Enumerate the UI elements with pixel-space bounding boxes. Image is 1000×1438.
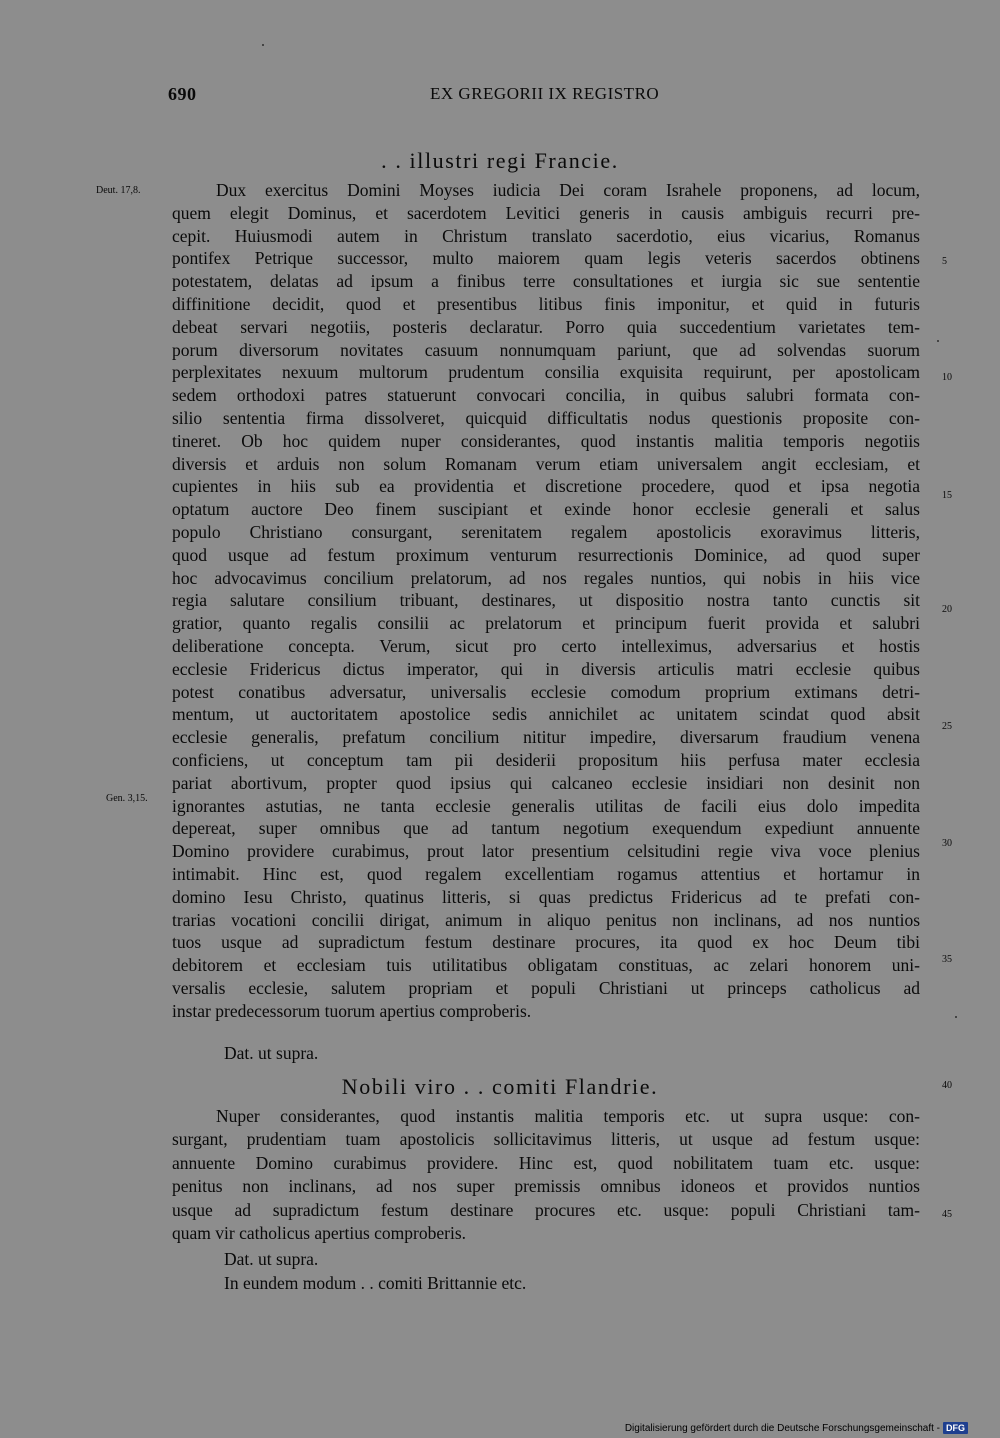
letter1-line: mentum, ut auctoritatem apostolice sedis annichilet ac unitatem scindat quod absit xyxy=(172,704,920,725)
page-header xyxy=(168,84,920,106)
line-number: 10 xyxy=(942,372,952,383)
line-number: 5 xyxy=(942,256,947,267)
letter1-line: perplexitates nexuum multorum prudentum consilia exquisita requirunt, per apostolicam xyxy=(172,362,920,383)
letter1-line: pontifex Petrique successor, multo maiorem quam legis veteris sacerdos obtinens xyxy=(172,248,920,269)
letter1-line: tuos usque ad supradictum festum destinare procures, ita quod ex hoc Deum tibi xyxy=(172,932,920,953)
scan-speck xyxy=(937,340,939,342)
letter1-line: ecclesie generalis, prefatum concilium nititur impedire, diversarum fraudium venena xyxy=(172,727,920,748)
letter1-line: populo Christiano consurgant, serenitatem regalem apostolicis exoravimus litteris, xyxy=(172,522,920,542)
letter1-line: cupientes in hiis sub ea providentia et discretione procedere, quod et ipsa negotia xyxy=(172,476,920,497)
line-number: 25 xyxy=(942,721,952,732)
scan-speck xyxy=(262,44,264,46)
letter1-line: tineret. Ob hoc quidem nuper considerantes, quod instantis malitia temporis negotiis xyxy=(172,430,920,451)
letter1-line: hoc advocavimus concilium prelatorum, ad nos regales nuntios, qui nobis in hiis vice xyxy=(172,567,920,588)
letter1-line: intimabit. Hinc est, quod regalem excellentiam rogamus attentius et hortamur in xyxy=(172,864,920,884)
dfg-logo: DFG xyxy=(943,1422,968,1434)
letter1-line: instar predecessorum tuorum apertius comproberis. xyxy=(172,1000,532,1021)
letter1-line: debeat servari negotiis, posteris declaratur. Porro quia succedentium varietates tem- xyxy=(172,316,920,337)
letter1-line: quod usque ad festum proximum venturum resurrectionis Dominice, ad quod super xyxy=(172,544,920,565)
letter1-line: cepit. Huiusmodi autem in Christum translato sacerdotio, eius vicarius, Romanus xyxy=(172,225,920,246)
letter1-line: porum diversorum novitates casuum nonnumquam pariunt, que ad solvendas suorum xyxy=(172,339,920,360)
line-number: 35 xyxy=(942,954,952,965)
letter1-line: versalis ecclesie, salutem propriam et populi Christiani ut princeps catholicus ad xyxy=(172,978,920,998)
letter1-line: silio sententia firma dissolveret, quicquid difficultatis nodus questionis proposite con- xyxy=(172,408,920,428)
page-number: 690 xyxy=(168,84,197,104)
running-title: EX GREGORII IX REGISTRO xyxy=(430,84,660,103)
letter1-dat: Dat. ut supra. xyxy=(224,1043,319,1063)
footer-text: Digitalisierung gefördert durch die Deutsche Forschungsgemeinschaft - xyxy=(624,1422,940,1434)
letter2-heading: Nobili viro . . comiti Flandrie. xyxy=(341,1074,659,1099)
letter1-line: diversis et arduis non solum Romanam verum etiam universalem angit ecclesiam, et xyxy=(172,453,920,474)
letter1-line: regia salutare consilium tribuant, destinares, ut dispositio nostra tanto cunctis sit xyxy=(172,590,920,611)
letter1-line: depereat, super omnibus que ad tantum negotium exequendum expediunt annuente xyxy=(172,818,920,839)
letter1-line: sedem orthodoxi patres statuerunt convocari concilia, in quibus salubri formata con- xyxy=(172,385,920,406)
letter2-final-line: In eundem modum . . comiti Brittannie etc. xyxy=(224,1273,527,1293)
letter2-dat: Dat. ut supra. xyxy=(224,1249,319,1269)
letter1-line: deliberatione concepta. Verum, sicut pro certo intelleximus, adversarius et hostis xyxy=(172,636,920,656)
letter1-line: pariat abortivum, propter quod ipsius qui calcaneo ecclesie insidiari non desinit non xyxy=(172,772,920,793)
letter1-line: Dux exercitus Domini Moyses iudicia Dei coram Israhele proponens, ad locum, xyxy=(216,180,920,200)
line-number: 45 xyxy=(942,1209,952,1220)
letter1-line: trarias vocationi concilii dirigat, animum in aliquo penitus non inclinans, ad nos nuntios xyxy=(172,909,920,930)
line-number: 20 xyxy=(942,604,952,615)
letter1-line: quem elegit Dominus, et sacerdotem Levitici generis in causis ambiguis recurri pre- xyxy=(172,202,920,223)
line-number: 15 xyxy=(942,490,952,501)
letter1-line: potest conatibus adversatur, universalis ecclesie comodum proprium extimans detri- xyxy=(172,681,920,702)
letter1-line: conficiens, ut conceptum tam pii desiderii propositum hiis perfusa mater ecclesia xyxy=(172,750,920,770)
letter1-line: diffinitione decidit, quod et presentibus litibus finis imponitur, et quid in futuris xyxy=(172,294,920,314)
letter1-line: domino Iesu Christo, quatinus litteris, si quas predictus Fridericus ad te prefati con- xyxy=(172,886,920,907)
letter2-line: quam vir catholicus apertius comproberis. xyxy=(172,1223,467,1243)
letter1-heading: . . illustri regi Francie. xyxy=(381,148,619,173)
letter1-line: Domino providere curabimus, prout lator presentium celsitudini regie viva voce plenius xyxy=(172,841,920,862)
line-number: 30 xyxy=(942,838,952,849)
line-number: 40 xyxy=(942,1080,952,1091)
letter2-line: usque ad supradictum festum destinare procures etc. usque: populi Christiani tam- xyxy=(172,1199,920,1220)
letter2-line: penitus non inclinans, ad nos super premissis omnibus idoneos et providos nuntios xyxy=(172,1176,920,1197)
letter1-line: ignorantes astutias, ne tanta ecclesie generalis utilitas de facili eius dolo impedita xyxy=(172,795,920,816)
letter2-line: Nuper considerantes, quod instantis malitia temporis etc. ut supra usque: con- xyxy=(216,1106,920,1126)
margin-ref-deut: Deut. 17,8. xyxy=(96,185,141,196)
margin-ref-gen: Gen. 3,15. xyxy=(106,793,148,804)
letter2-line: annuente Domino curabimus providere. Hinc est, quod nobilitatem tuam etc. usque: xyxy=(172,1152,920,1173)
letter1-line: debitorem et ecclesiam tuis utilitatibus obligatam constituas, ac zelari honorem uni- xyxy=(172,955,920,976)
scan-speck xyxy=(955,1016,957,1018)
letter1-line: ecclesie Fridericus dictus imperator, qui in diversis articulis matri ecclesie quibus xyxy=(172,658,920,679)
letter1-line: gratior, quanto regalis consilii ac prelatorum et principum fuerit provida et salubri xyxy=(172,613,920,634)
letter1-line: optatum auctore Deo finem suscipiant et exinde honor ecclesie generali et salus xyxy=(172,499,920,520)
letter1-line: potestatem, delatas ad ipsum a finibus terre consultationes et iurgia sic sue sententie xyxy=(172,271,920,292)
footer xyxy=(625,1420,968,1436)
letter2-line: surgant, prudentiam tuam apostolicis sollicitavimus litteris, ut usque ad festum usque: xyxy=(172,1129,920,1150)
